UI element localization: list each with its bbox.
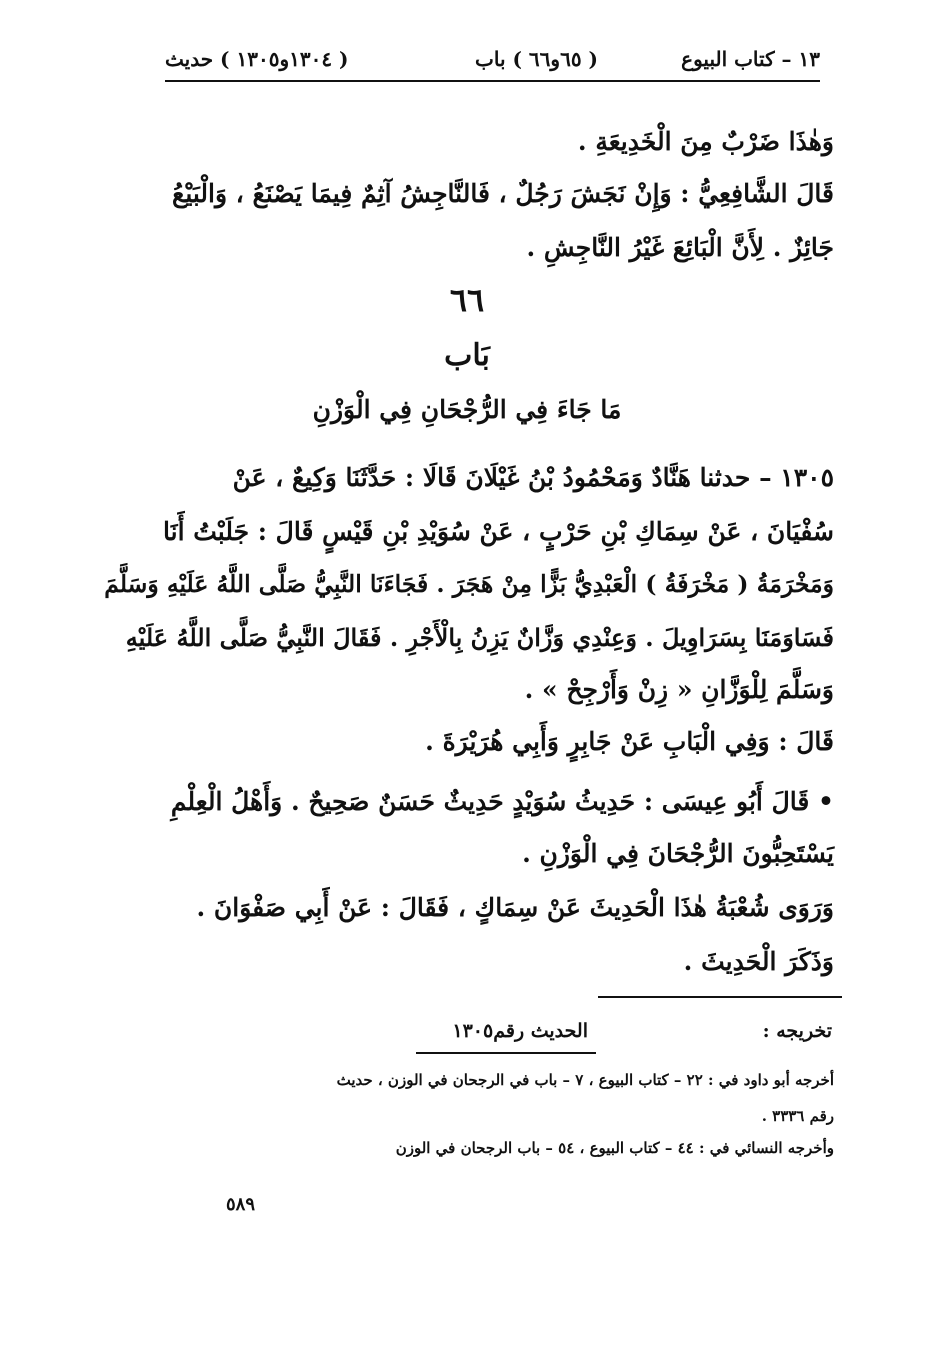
header-hadith-range: ( ١٣٠٤و١٣٠٥ ) حديث [165,47,349,71]
footnote-rule [598,996,842,998]
hadith-line: يَسْتَحِبُّونَ الرُّجْحَانَ فِي الْوَزْنِ . [522,839,834,868]
page-number: ٥٨٩ [226,1194,256,1215]
section-bab: بَاب [444,338,490,373]
hadith-line: وَرَوَى شُعْبَةُ هٰذَا الْحَدِيثَ عَنْ سِمَاكٍ ، فَقَالَ : عَنْ أَبِي صَفْوَانَ . [196,893,834,922]
header-bab-range: ( ٦٥و٦٦ ) باب [475,47,598,71]
text-line: قَالَ الشَّافِعِيُّ : وَإِنْ نَجَشَ رَجُلٌ ، فَالنَّاجِشُ آثِمٌ فِيمَا يَصْنَعُ ، وَالْبَيْعُ [172,179,834,208]
footnote-label: تخريجه : [762,1020,832,1042]
hadith-line: قَالَ : وَفِي الْبَابِ عَنْ جَابِرٍ وَأَبِي هُرَيْرَةَ . [425,727,834,756]
hadith-line: وَمَخْرَمَةُ ( مَخْرَفَةُ ) الْعَبْدِيُّ بَزًّا مِنْ هَجَرَ . فَجَاءَنَا النَّبِيُّ صَلَّى اللَّهُ عَلَيْهِ وَسَلَّمَ [104,570,834,598]
hadith-line: وَذَكَرَ الْحَدِيثَ . [683,947,834,976]
footnote-line: وأخرجه النسائي في : ٤٤ – كتاب البيوع ، ٥٤ – باب الرجحان في الوزن [395,1139,834,1157]
hadith-line: سُفْيَانَ ، عَنْ سِمَاكِ بْنِ حَرْبٍ ، عَنْ سُوَيْدِ بْنِ قَيْسٍ قَالَ : جَلَبْتُ أَنَا [163,517,834,546]
header-rule [165,80,820,82]
footnote-ref-rule [416,1052,596,1054]
hadith-line: وَسَلَّمَ لِلْوَزَّانِ « زِنْ وَأَرْجِحْ » . [524,675,834,704]
footnote-line: أخرجه أبو داود في : ٢٢ – كتاب البيوع ، ٧ – باب في الرجحان في الوزن ، حديث [336,1071,834,1089]
section-title: مَا جَاءَ فِي الرُّجْحَانِ فِي الْوَزْنِ [312,395,622,424]
header-chapter: ١٣ – كتاب البيوع [681,47,820,71]
footnote-ref: الحديث رقم١٣٠٥ [452,1020,588,1042]
section-number: ٦٦ [449,281,485,319]
running-header [165,42,820,82]
hadith-line: • قَالَ أَبُو عِيسَى : حَدِيثُ سُوَيْدٍ حَدِيثٌ حَسَنٌ صَحِيحٌ . وَأَهْلُ الْعِلْمِ [170,787,834,816]
hadith-line: فَسَاوَمَنَا بِسَرَاوِيلَ . وَعِنْدِي وَزَّانٌ يَزِنُ بِالْأَجْرِ . فَقَالَ النَّبِيُّ صَلَّى اللَّهُ عَلَيْهِ [125,623,834,652]
text-line: وَهٰذَا ضَرْبٌ مِنَ الْخَدِيعَةِ . [577,127,834,156]
hadith-line: ١٣٠٥ – حدثنا هَنَّادٌ وَمَحْمُودُ بْنُ غَيْلَانَ قَالَا : حَدَّثَنَا وَكِيعٌ ، عَنْ [232,463,834,492]
footnote-line: رقم ٣٣٣٦ . [761,1107,834,1125]
text-line: جَائِزٌ . لِأَنَّ الْبَائِعَ غَيْرُ النَّاجِشِ . [526,233,834,262]
